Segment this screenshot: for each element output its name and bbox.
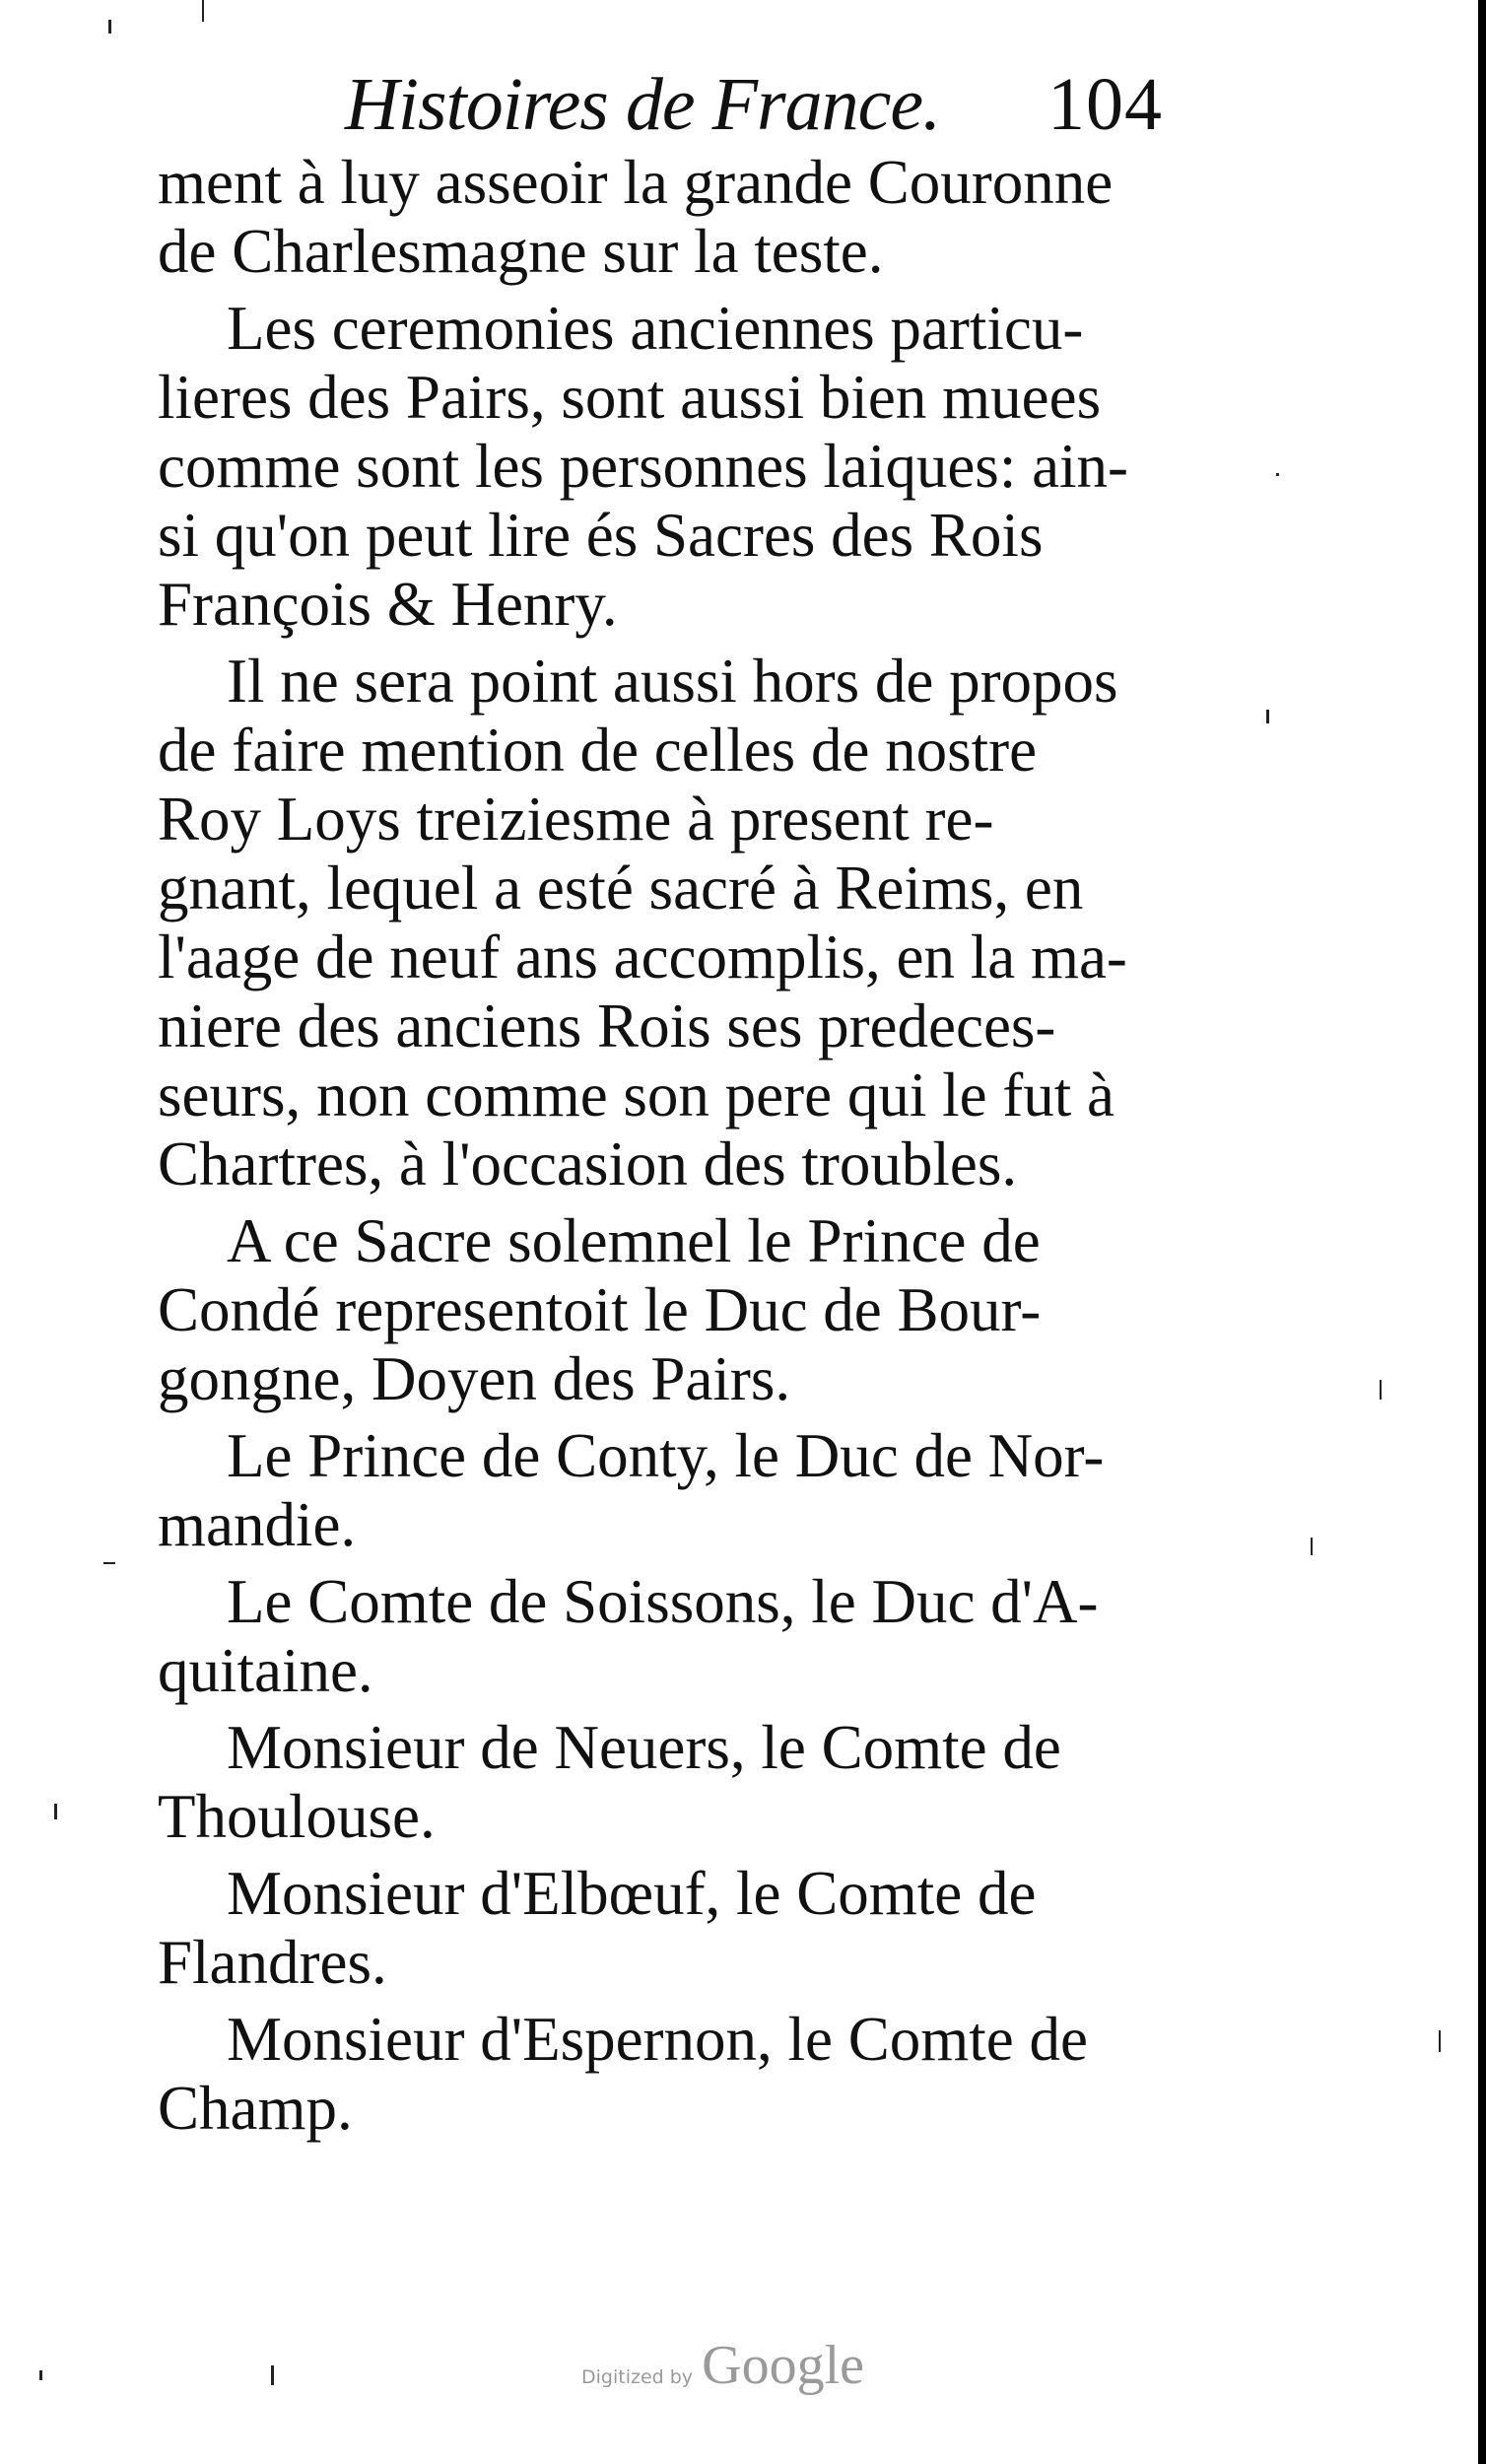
text-line: niere des anciens Rois ses predeces- <box>158 992 1056 1061</box>
text-line: Monsieur d'Elbœuf, le Comte de <box>227 1859 1037 1928</box>
text-line: A ce Sacre solemnel le Prince de <box>227 1206 1041 1275</box>
text-line: comme sont les personnes laiques: ain- <box>158 432 1129 501</box>
scan-speck <box>202 0 204 22</box>
scan-speck <box>271 2365 274 2385</box>
text-line: ment à luy asseoir la grande Couronne <box>158 148 1114 217</box>
text-line: si qu'on peut lire és Sacres des Rois <box>158 501 1044 570</box>
text-line: Thoulouse. <box>158 1782 436 1851</box>
scan-speck <box>108 20 111 34</box>
google-logo: Google <box>702 2335 864 2396</box>
text-line: Chartres, à l'occasion des troubles. <box>158 1129 1018 1198</box>
body-text <box>158 148 1182 2143</box>
text-line: Monsieur d'Espernon, le Comte de <box>227 2005 1088 2074</box>
running-head <box>345 54 1163 163</box>
text-line: lieres des Pairs, sont aussi bien muees <box>158 363 1102 432</box>
scan-speck <box>1380 1380 1382 1400</box>
catchword: Champ. <box>158 2074 353 2143</box>
text-line: gnant, lequel a esté sacré à Reims, en <box>158 854 1084 923</box>
text-line: Le Comte de Soissons, le Duc d'A- <box>227 1567 1099 1636</box>
text-line: Les ceremonies anciennes particu- <box>227 294 1084 363</box>
text-line: Il ne sera point aussi hors de propos <box>227 647 1118 716</box>
scan-speck <box>1266 710 1269 723</box>
digitization-footer <box>581 2334 864 2413</box>
text-line: de faire mention de celles de nostre <box>158 716 1038 785</box>
page-number: 104 <box>1047 63 1163 146</box>
page-edge-shadow <box>1478 0 1486 2464</box>
text-line: de Charlesmagne sur la teste. <box>158 217 884 286</box>
text-line: Roy Loys treiziesme à present re- <box>158 785 994 854</box>
text-line: Monsieur de Neuers, le Comte de <box>227 1713 1061 1782</box>
text-line: l'aage de neuf ans accomplis, en la ma- <box>158 923 1127 992</box>
text-line: Le Prince de Conty, le Duc de Nor- <box>227 1421 1105 1490</box>
scan-speck <box>1276 473 1279 476</box>
scan-speck <box>1439 2030 1441 2052</box>
text-line: Condé representoit le Duc de Bour- <box>158 1275 1042 1344</box>
text-line: mandie. <box>158 1490 357 1559</box>
running-title: Histoires de France. <box>345 63 941 146</box>
scan-speck <box>1311 1538 1313 1555</box>
text-line: quitaine. <box>158 1636 373 1705</box>
text-line: François & Henry. <box>158 570 618 639</box>
digitized-by-label: Digitized by <box>581 2366 694 2388</box>
text-line: Flandres. <box>158 1928 387 1997</box>
text-line: seurs, non comme son pere qui le fut à <box>158 1061 1114 1129</box>
scan-speck <box>103 1562 115 1564</box>
text-line: gongne, Doyen des Pairs. <box>158 1344 791 1413</box>
scan-speck <box>54 1804 57 1819</box>
scan-speck <box>39 2370 42 2380</box>
